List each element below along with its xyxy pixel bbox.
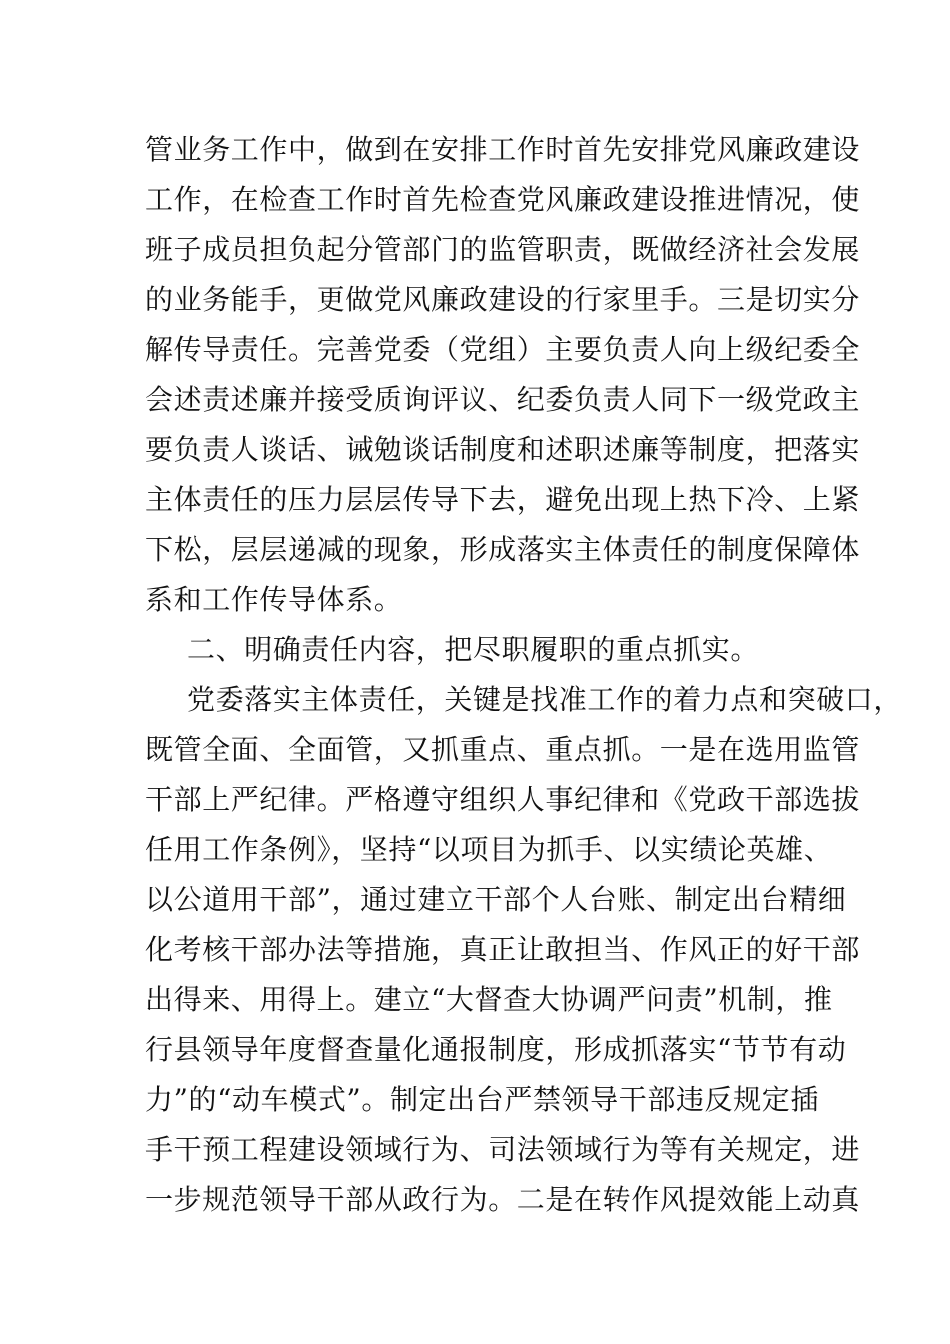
text-line-7: 要负责人谈话、诫勉谈话制度和述职述廉等制度，把落实 (145, 433, 861, 466)
text-line-19: 行县领导年度督查量化通报制度，形成抓落实“节节有动 (145, 1033, 847, 1066)
text-line-15: 任用工作条例》，坚持“以项目为抓手、以实绩论英雄、 (145, 833, 833, 866)
text-line-21: 手干预工程建设领域行为、司法领域行为等有关规定，进 (145, 1133, 861, 1166)
text-line-13: 既管全面、全面管，又抓重点、重点抓。一是在选用监管 (145, 733, 861, 766)
text-line-22: 一步规范领导干部从政行为。二是在转作风提效能上动真 (145, 1183, 861, 1216)
body-text (145, 125, 903, 1225)
text-line-3: 班子成员担负起分管部门的监管职责，既做经济社会发展 (145, 233, 861, 266)
text-line-9: 下松，层层递减的现象，形成落实主体责任的制度保障体 (145, 533, 861, 566)
section-heading: 二、明确责任内容，把尽职履职的重点抓实。 (187, 633, 760, 666)
text-line-18: 出得来、用得上。建立“大督查大协调严问责”机制，推 (145, 983, 833, 1016)
text-line-20: 力”的“动车模式”。制定出台严禁领导干部违反规定插 (145, 1083, 819, 1116)
text-line-1: 管业务工作中，做到在安排工作时首先安排党风廉政建设 (145, 133, 861, 166)
text-line-5: 解传导责任。完善党委（党组）主要负责人向上级纪委全 (145, 333, 861, 366)
text-line-16: 以公道用干部”，通过建立干部个人台账、制定出台精细 (145, 883, 847, 916)
text-line-8: 主体责任的压力层层传导下去，避免出现上热下冷、上紧 (145, 483, 861, 516)
text-line-6: 会述责述廉并接受质询评议、纪委负责人同下一级党政主 (145, 383, 861, 416)
text-line-17: 化考核干部办法等措施，真正让敢担当、作风正的好干部 (145, 933, 861, 966)
text-line-2: 工作，在检查工作时首先检查党风廉政建设推进情况，使 (145, 183, 861, 216)
text-line-12: 党委落实主体责任，关键是找准工作的着力点和突破口， (187, 683, 903, 716)
text-line-14: 干部上严纪律。严格遵守组织人事纪律和《党政干部选拔 (145, 783, 861, 816)
text-line-4: 的业务能手，更做党风廉政建设的行家里手。三是切实分 (145, 283, 861, 316)
text-line-10: 系和工作传导体系。 (145, 583, 403, 616)
